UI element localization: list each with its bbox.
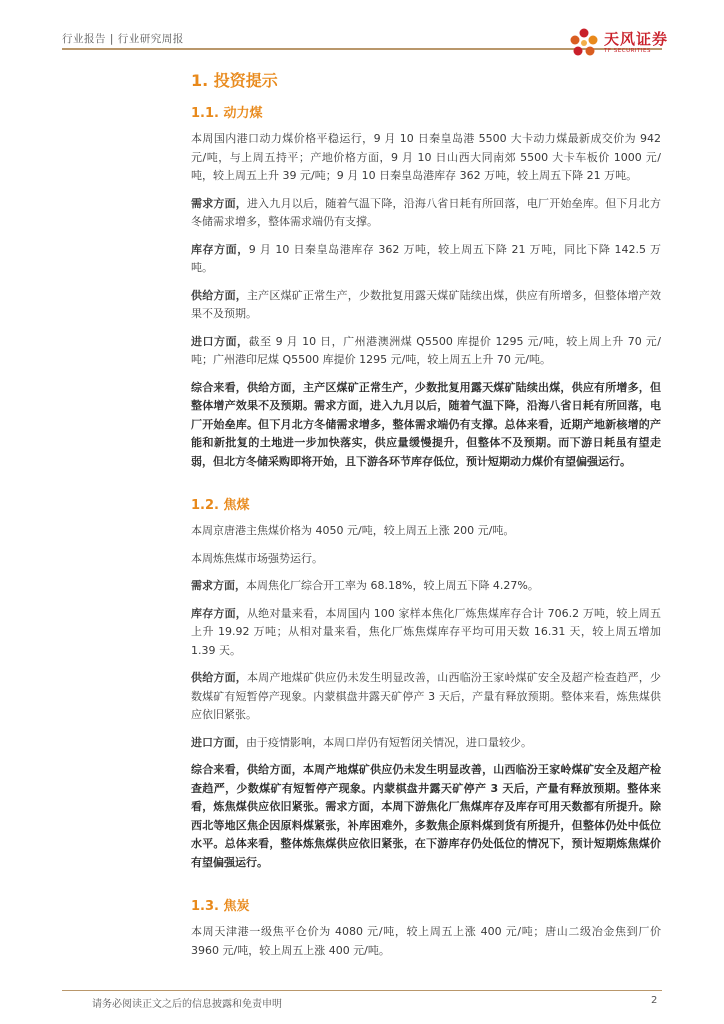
paragraph-lead: 供给方面， [191,288,247,302]
disclaimer-notice: 请务必阅读正文之后的信息披露和免责申明 [92,999,282,1010]
paragraph-text: 进入九月以后，随着气温下降，沿海八省日耗有所回落，电厂开始垒库。但下月北方冬储需求增多，整体需求端仍有支撑。 [191,196,662,228]
company-logo [568,26,678,60]
paragraph-text: 截至 9 月 10 日，广州港澳洲煤 Q5500 库提价 1295 元/吨，较上周上升 70 元/吨；广州港印尼煤 Q5500 库提价 1295 元/吨，较上周五上升 70 元/吨。 [191,334,662,366]
paragraph-text: 本周京唐港主焦煤价格为 4050 元/吨，较上周五上涨 200 元/吨。 [191,524,515,537]
logo-english-name: TF SECURITIES [604,48,651,54]
paragraph-text: 本周产地煤矿供应仍未发生明显改善，山西临汾王家岭煤矿安全及超产检查趋严，少数煤矿有短暂停产现象。内蒙棋盘井露天矿停产 3 天后，产量有释放预期。整体来看，炼焦煤供应依旧紧张。 [191,671,662,721]
paragraph-lead: 进口方面， [191,735,246,749]
paragraph-text: 本周国内港口动力煤价格平稳运行，9 月 10 日秦皇岛港 5500 大卡动力煤最新成交价为 942 元/吨，与上周五持平；产地价格方面，9 月 10 日山西大同南郊 5500 大卡车板价 1000 元/吨，较上周五上升 39 元/吨；9 月 10 日秦皇岛港库存 362 万吨，较上周五下降 21 万吨。 [191,132,661,182]
logo-name: 天风证券 [604,30,669,48]
paragraph-text: 9 月 10 日秦皇岛港库存 362 万吨，较上周五下降 21 万吨，同比下降 142.5 万吨。 [191,242,662,274]
flower-logo-icon [568,26,600,60]
page-number: 2 [651,995,658,1006]
paragraph-lead: 需求方面， [191,579,246,592]
footer-divider [62,990,662,991]
paragraph-lead: 库存方面， [191,606,247,620]
paragraph-text: 从绝对量来看，本周国内 100 家样本焦化厂炼焦煤库存合计 706.2 万吨，较上周五上升 19.92 万吨；从相对量来看，焦化厂炼焦煤库存平均可用天数 16.31 天，较上周五增加 1.39 天。 [191,606,661,657]
summary-paragraph: 综合来看，供给方面，主产区煤矿正常生产，少数批复用露天煤矿陆续出煤，供应有所增多，但整体增产效果不及预期。需求方面，进入九月以后，随着气温下降，沿海八省日耗有所回落，电厂开始垒库。但下月北方冬储需求增多，整体需求端仍有支撑。总体来看，近期产地新核增的产能和新批复的土地进一步加快落实，供应量缓慢提升，但整体不及预期。而下游日耗虽有望走弱，但北方冬储采购即将开始，且下游各环节库存低位，预计短期动力煤价有望偏强运行。 [191,380,661,468]
paragraph-text: 本周焦化厂综合开工率为 68.18%，较上周五下降 4.27%。 [246,579,539,592]
subsection-heading: 1.3. 焦炭 [191,899,250,914]
paragraph-lead: 进口方面， [191,334,249,348]
paragraph [191,241,661,278]
paragraph [191,577,661,596]
paragraph [191,923,661,960]
paragraph-text: 本周天津港一级焦平仓价为 4080 元/吨，较上周五上涨 400 元/吨；唐山二级冶金焦到厂价 3960 元/吨，较上周五上涨 400 元/吨。 [191,925,661,957]
report-content [191,68,661,969]
paragraph [191,550,661,569]
paragraph [191,734,661,753]
section-coke [191,895,661,960]
paragraph [191,522,661,541]
section-thermal-coal [191,102,661,471]
paragraph [191,669,661,725]
report-breadcrumb: 行业报告 | 行业研究周报 [62,33,184,45]
paragraph [191,287,661,324]
paragraph [191,605,661,661]
paragraph-text: 本周炼焦煤市场强势运行。 [191,551,323,565]
section-coking-coal [191,494,661,872]
paragraph-lead: 库存方面， [191,242,249,256]
paragraph [191,333,661,370]
subsection-heading: 1.2. 焦煤 [191,498,250,513]
paragraph-lead: 供给方面， [191,671,247,684]
paragraph-text: 由于疫情影响，本周口岸仍有短暂闭关情况，进口量较少。 [246,735,532,749]
paragraph-lead: 需求方面， [191,196,247,210]
paragraph [191,130,661,186]
section-title: 1. 投资提示 [191,71,278,90]
paragraph [191,195,661,232]
summary-paragraph: 综合来看，供给方面，本周产地煤矿供应仍未发生明显改善，山西临汾王家岭煤矿安全及超产检查趋严，少数煤矿有短暂停产现象。内蒙棋盘井露天矿停产 3 天后，产量有释放预期。整体来看，炼焦煤供应依旧紧张。需求方面，本周下游焦化厂焦煤库存及库存可用天数都有所提升。除西北等地区焦企因原料煤紧张，补库困难外，多数焦企原料煤到货有所提升，但整体仍处中低位水平。总体来看，整体炼焦煤供应依旧紧张，在下游库存仍处低位的情况下，预计短期炼焦煤价有望偏强运行。 [191,763,661,869]
subsection-heading: 1.1. 动力煤 [191,106,263,121]
paragraph-text: 主产区煤矿正常生产，少数批复用露天煤矿陆续出煤，供应有所增多，但整体增产效果不及预期。 [191,288,662,320]
